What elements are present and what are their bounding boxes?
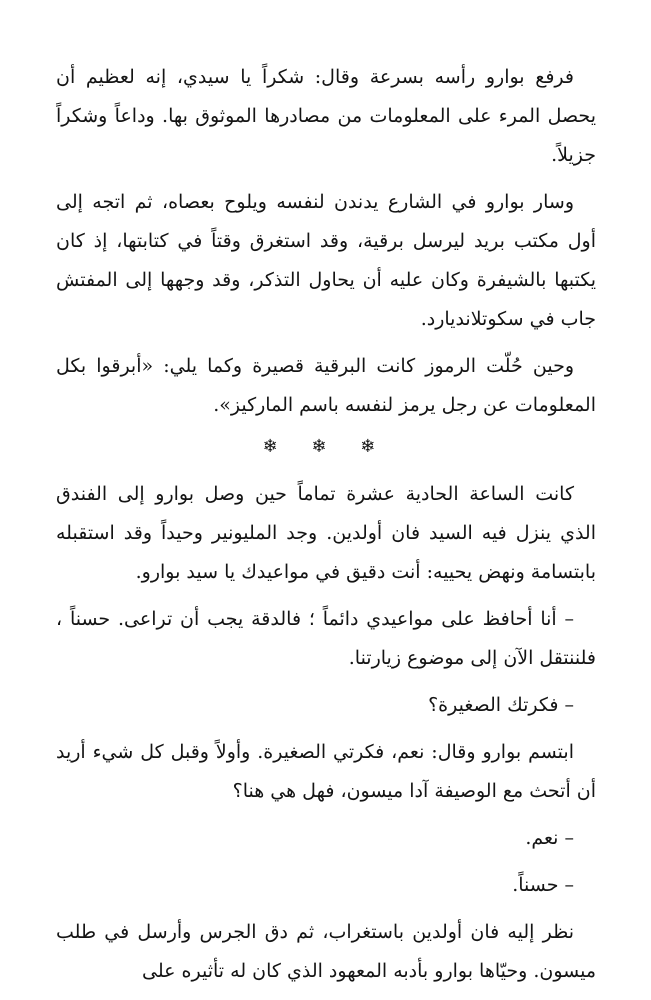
dialogue-line-4: – حسناً. [512,874,574,896]
dialogue-line-2: – فكرتك الصغيرة؟ [428,694,574,716]
paragraph-1: فرفع بوارو رأسه بسرعة وقال: شكراً يا سيدي، إنه لعظيم أن يحصل المرء على المعلومات من مصادرها الموثوق بها. وداعاً وشكراً جزيلاً. [56,66,596,166]
section-separator: ❄ ❄ ❄ [262,436,390,457]
paragraph-7: ابتسم بوارو وقال: نعم، فكرتي الصغيرة. وأولاً وقبل كل شيء أريد أن أتحث مع الوصيفة آدا ميسون، فهل هي هنا؟ [56,741,596,802]
book-page [56,58,596,1000]
paragraph-3: وحين حُلّت الرموز كانت البرقية قصيرة وكما يلي: «أبرقوا بكل المعلومات عن رجل يرمز لنفسه باسم الماركيز». [56,355,596,416]
dialogue-line-3: – نعم. [525,827,574,849]
paragraph-2: وسار بوارو في الشارع يدندن لنفسه ويلوح بعصاه، ثم اتجه إلى أول مكتب بريد ليرسل برقية، وقد استغرق وقتاً في كتابتها، إذ كان يكتبها بالشيفرة وكان عليه أن يحاول التذكر، وقد وجهها إلى المفتش جاب في سكوتلانديارد. [56,191,596,330]
paragraph-4: كانت الساعة الحادية عشرة تماماً حين وصل بوارو إلى الفندق الذي ينزل فيه السيد فان أولدين. وجد المليونير وحيداً وقد استقبله بابتسامة ونهض يحييه: أنت دقيق في مواعيدك يا سيد بوارو. [56,483,596,583]
paragraph-10: نظر إليه فان أولدين باستغراب، ثم دق الجرس وأرسل في طلب ميسون. وحيّاها بوارو بأدبه المعهود الذي كان له تأثيره على [56,921,596,982]
dialogue-line-1: – أنا أحافظ على مواعيدي دائماً ؛ فالدقة يجب أن تراعى. حسناً ، فلننتقل الآن إلى موضوع زيارتنا. [56,608,596,669]
